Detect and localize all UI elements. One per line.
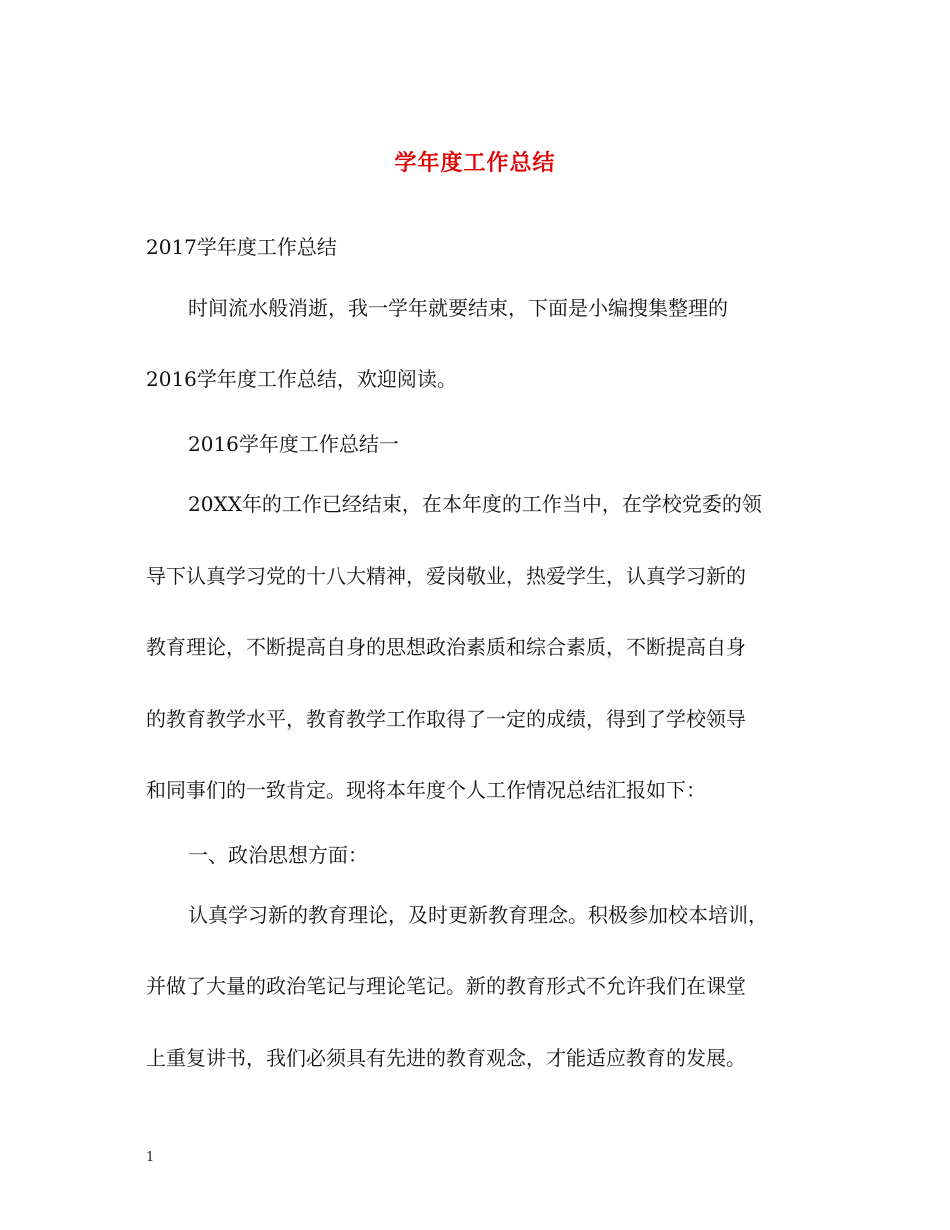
section-heading: 一、政治思想方面： <box>188 843 368 867</box>
text-line: 认真学习新的教育理论，及时更新教育理念。积极参加校本培训， <box>188 903 768 927</box>
text-line: 和同事们的一致肯定。现将本年度个人工作情况总结汇报如下： <box>146 778 706 802</box>
text-line: 20XX年的工作已经结束，在本年度的工作当中，在学校党委的领 <box>188 492 762 516</box>
text-line: 的教育教学水平，教育教学工作取得了一定的成绩，得到了学校领导 <box>146 707 746 731</box>
text-line: 导下认真学习党的十八大精神，爱岗敬业，热爱学生，认真学习新的 <box>146 564 746 588</box>
page-number: 1 <box>146 1150 155 1165</box>
text-line: 上重复讲书，我们必须具有先进的教育观念，才能适应教育的发展。 <box>146 1046 746 1070</box>
text-line: 时间流水般消逝，我一学年就要结束，下面是小编搜集整理的 <box>188 296 728 320</box>
text-line: 2017学年度工作总结 <box>146 235 337 259</box>
document-title: 学年度工作总结 <box>394 150 556 176</box>
text-line: 2016学年度工作总结一 <box>188 432 399 456</box>
text-line: 并做了大量的政治笔记与理论笔记。新的教育形式不允许我们在课堂 <box>146 974 746 998</box>
text-line: 2016学年度工作总结，欢迎阅读。 <box>146 367 457 391</box>
text-line: 教育理论，不断提高自身的思想政治素质和综合素质，不断提高自身 <box>146 635 746 659</box>
